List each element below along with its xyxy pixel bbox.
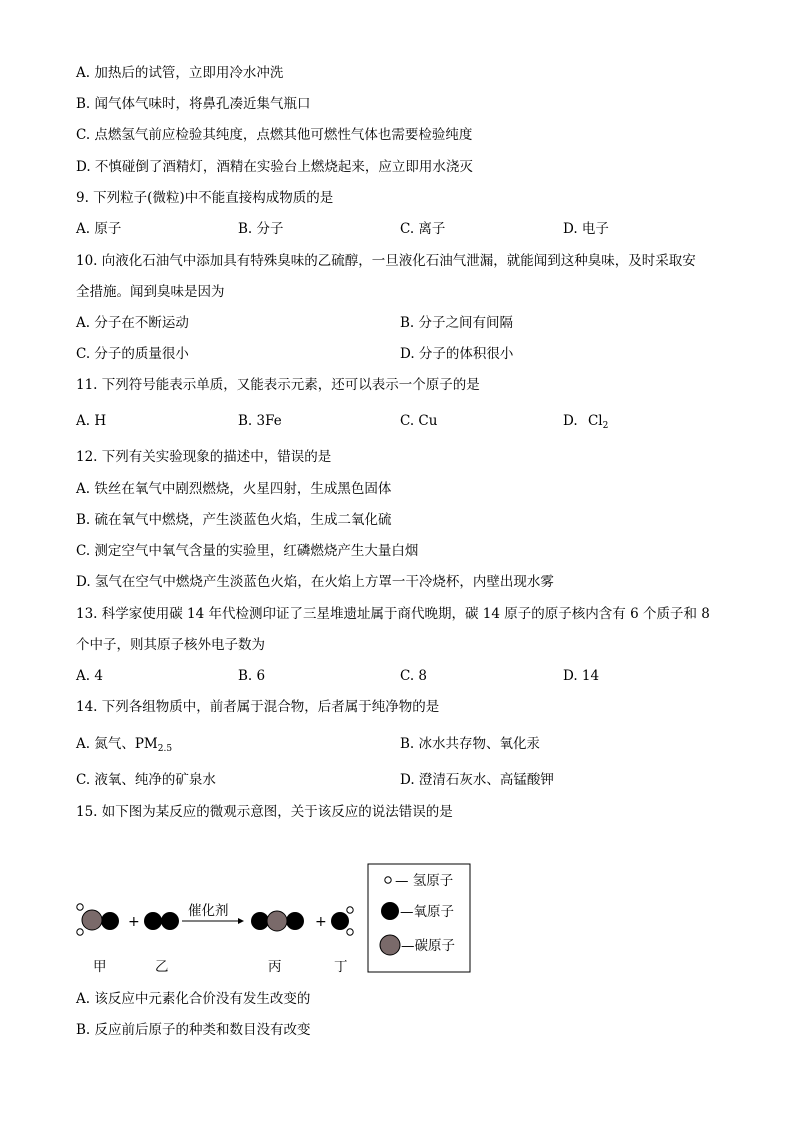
q15-option-b: B. 反应前后原子的种类和数目没有改变 [76, 1022, 311, 1038]
label-yi: 乙 [155, 959, 169, 975]
oxygen-atom [331, 912, 349, 930]
legend-oxygen-icon [381, 902, 399, 920]
q14-option-a-text: A. 氮气、PM [76, 736, 158, 752]
plus-sign: + [128, 914, 140, 930]
legend-carbon-label: —碳原子 [401, 938, 455, 954]
q13-option-b: B. 6 [238, 668, 266, 684]
molecule-ding [331, 907, 353, 935]
q9-option-c: C. 离子 [400, 221, 446, 237]
q13-option-d: D. 14 [563, 668, 600, 684]
q11-option-d [563, 412, 608, 435]
q14-stem: 14. 下列各组物质中，前者属于混合物，后者属于纯净物的是 [76, 699, 440, 715]
molecule-bing [251, 911, 304, 931]
q15-option-a: A. 该反应中元素化合价没有发生改变的 [76, 991, 311, 1007]
q11-option-d-subscript: 2 [602, 421, 609, 431]
q11-option-a: A. H [76, 413, 107, 429]
legend-hydrogen-label: — 氢原子 [395, 873, 454, 889]
oxygen-atom [101, 912, 119, 930]
catalyst-label: 催化剂 [188, 903, 229, 919]
carbon-atom [82, 910, 102, 930]
q9-option-d: D. 电子 [563, 221, 609, 237]
legend-carbon-icon [380, 935, 400, 955]
q8-option-b: B. 闻气体气味时，将鼻孔凑近集气瓶口 [76, 96, 311, 112]
q11-option-b: B. 3Fe [238, 413, 282, 429]
q11-stem: 11. 下列符号能表示单质，又能表示元素，还可以表示一个原子的是 [76, 377, 480, 393]
q8-option-a: A. 加热后的试管，立即用冷水冲洗 [76, 65, 284, 81]
q13-stem-line1: 13. 科学家使用碳 14 年代检测印证了三星堆遗址属于商代晚期，碳 14 原子的原子核内含有 6 个质子和 8 [76, 606, 710, 622]
q10-option-c: C. 分子的质量很小 [76, 346, 189, 362]
q11-option-c: C. Cu [400, 413, 438, 429]
oxygen-atom [286, 912, 304, 930]
arrow-head-icon [238, 918, 244, 924]
hydrogen-atom [77, 904, 83, 910]
q9-option-b: B. 分子 [238, 221, 284, 237]
q12-stem: 12. 下列有关实验现象的描述中，错误的是 [76, 449, 332, 465]
q10-option-d: D. 分子的体积很小 [400, 346, 514, 362]
q14-option-a [76, 735, 172, 758]
q12-option-c: C. 测定空气中氧气含量的实验里，红磷燃烧产生大量白烟 [76, 543, 419, 559]
label-ding: 丁 [334, 959, 348, 975]
hydrogen-atom [77, 929, 83, 935]
oxygen-atom [144, 912, 162, 930]
q14-option-a-subscript: 2.5 [157, 744, 173, 754]
label-bing: 丙 [268, 959, 282, 975]
molecule-yi [144, 912, 179, 930]
hydrogen-atom [347, 907, 353, 913]
oxygen-atom [251, 912, 269, 930]
q13-stem-line2: 个中子，则其原子核外电子数为 [76, 637, 265, 653]
q9-stem: 9. 下列粒子(微粒)中不能直接构成物质的是 [76, 190, 334, 206]
q15-stem: 15. 如下图为某反应的微观示意图，关于该反应的说法错误的是 [76, 804, 453, 820]
legend-hydrogen-icon [385, 877, 391, 883]
q14-option-c: C. 液氧、纯净的矿泉水 [76, 772, 216, 788]
q10-stem-line2: 全措施。闻到臭味是因为 [76, 284, 225, 300]
legend-oxygen-label: —氧原子 [400, 904, 454, 920]
q8-option-c: C. 点燃氢气前应检验其纯度，点燃其他可燃性气体也需要检验纯度 [76, 127, 473, 143]
q12-option-d: D. 氢气在空气中燃烧产生淡蓝色火焰，在火焰上方罩一干冷烧杯，内壁出现水雾 [76, 574, 554, 590]
q14-option-d: D. 澄清石灰水、高锰酸钾 [400, 772, 554, 788]
q10-option-a: A. 分子在不断运动 [76, 315, 189, 331]
oxygen-atom [161, 912, 179, 930]
q13-option-c: C. 8 [400, 668, 428, 684]
q12-option-b: B. 硫在氧气中燃烧，产生淡蓝色火焰，生成二氧化硫 [76, 512, 392, 528]
label-jia: 甲 [93, 959, 107, 975]
hydrogen-atom [347, 929, 353, 935]
carbon-atom [267, 911, 287, 931]
q8-option-d: D. 不慎碰倒了酒精灯，酒精在实验台上燃烧起来，应立即用水浇灭 [76, 159, 473, 175]
reaction-diagram [70, 860, 480, 980]
q10-stem-line1: 10. 向液化石油气中添加具有特殊臭味的乙硫醇，一旦液化石油气泄漏，就能闻到这种臭味，及时采取安 [76, 253, 696, 269]
q12-option-a: A. 铁丝在氧气中剧烈燃烧，火星四射，生成黑色固体 [76, 481, 392, 497]
q9-option-a: A. 原子 [76, 221, 122, 237]
q14-option-b: B. 冰水共存物、氧化汞 [400, 736, 541, 752]
plus-sign: + [315, 914, 327, 930]
q13-option-a: A. 4 [76, 668, 103, 684]
molecule-jia [77, 904, 119, 935]
q11-option-d-formula: Cl [587, 413, 603, 429]
q11-option-d-prefix: D. [563, 413, 578, 429]
q10-option-b: B. 分子之间有间隔 [400, 315, 514, 331]
